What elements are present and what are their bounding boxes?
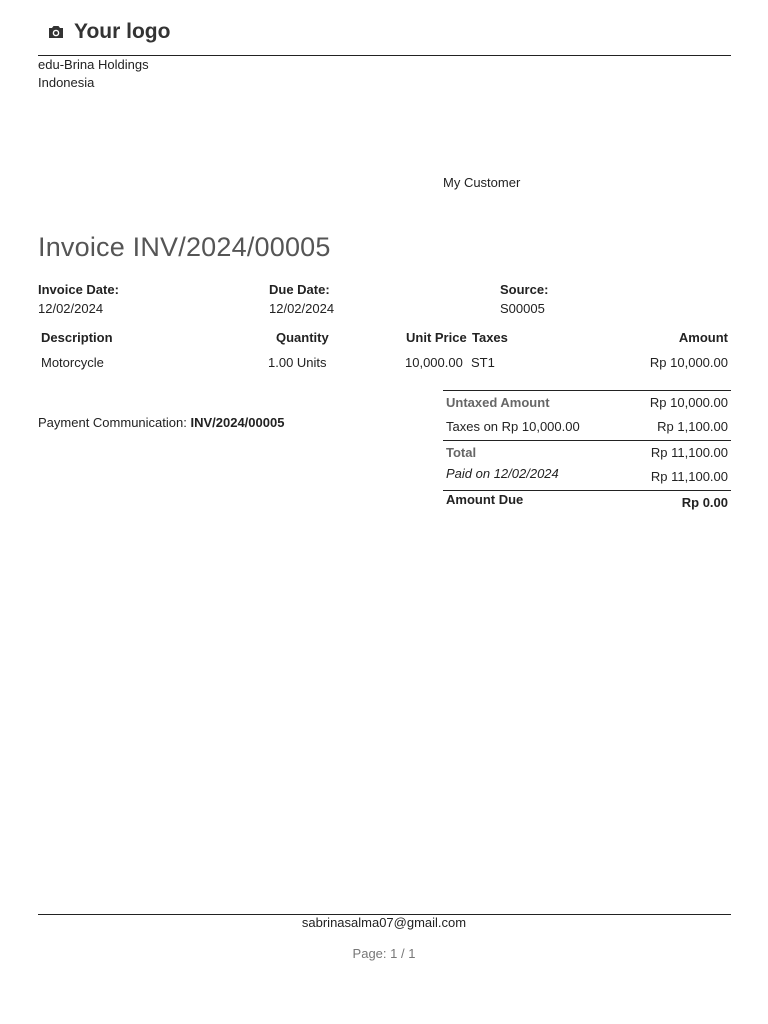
invoice-date-value: 12/02/2024	[38, 301, 104, 316]
column-header-description: Description	[41, 330, 113, 345]
taxes-row	[443, 415, 731, 440]
payment-communication	[38, 415, 284, 430]
line-amount: Rp 10,000.00	[649, 355, 728, 370]
paid-label: Paid on 12/02/2024	[446, 466, 559, 481]
total-row	[443, 440, 731, 465]
column-header-amount: Amount	[678, 330, 728, 345]
due-date-value: 12/02/2024	[269, 301, 335, 316]
source-label: Source:	[500, 282, 549, 297]
line-quantity: 1.00 Units	[268, 355, 327, 370]
untaxed-amount-row	[443, 390, 731, 415]
company-logo	[46, 20, 170, 44]
column-header-unit-price: Unit Price	[406, 330, 467, 345]
invoice-date-block	[38, 280, 119, 318]
amount-due-label: Amount Due	[446, 492, 524, 507]
amount-due-value: Rp 0.00	[681, 495, 728, 510]
company-name: edu-Brina Holdings	[38, 57, 149, 72]
invoice-lines-table	[38, 330, 731, 380]
table-row	[38, 355, 731, 380]
invoice-date-label: Invoice Date:	[38, 282, 119, 297]
source-value: S00005	[500, 301, 545, 316]
payment-reference: INV/2024/00005	[190, 415, 285, 430]
company-address	[38, 56, 149, 92]
line-unit-price: 10,000.00	[405, 355, 463, 370]
table-header-row	[38, 330, 731, 355]
taxes-label: Taxes on Rp 10,000.00	[446, 419, 580, 434]
paid-value: Rp 11,100.00	[650, 469, 728, 484]
total-value: Rp 11,100.00	[650, 445, 728, 460]
camera-icon	[46, 22, 66, 42]
company-country: Indonesia	[38, 75, 95, 90]
untaxed-amount-label: Untaxed Amount	[446, 395, 550, 410]
taxes-value: Rp 1,100.00	[657, 419, 728, 434]
line-taxes: ST1	[471, 355, 495, 370]
untaxed-amount-value: Rp 10,000.00	[649, 395, 728, 410]
amount-due-row	[443, 490, 731, 515]
customer-name: My Customer	[443, 175, 521, 190]
invoice-title: Invoice INV/2024/00005	[38, 232, 331, 262]
line-description: Motorcycle	[41, 355, 104, 370]
column-header-quantity: Quantity	[276, 330, 329, 345]
paid-row	[443, 465, 731, 490]
footer-email: sabrinasalma07@gmail.com	[301, 915, 467, 930]
totals-table	[443, 390, 731, 515]
logo-text: Your logo	[74, 20, 171, 43]
column-header-taxes: Taxes	[472, 330, 508, 345]
source-block	[500, 280, 548, 318]
total-label: Total	[446, 445, 477, 460]
due-date-block	[269, 280, 334, 318]
due-date-label: Due Date:	[269, 282, 330, 297]
payment-communication-label: Payment Communication:	[38, 415, 187, 430]
page-number: Page: 1 / 1	[352, 946, 416, 961]
